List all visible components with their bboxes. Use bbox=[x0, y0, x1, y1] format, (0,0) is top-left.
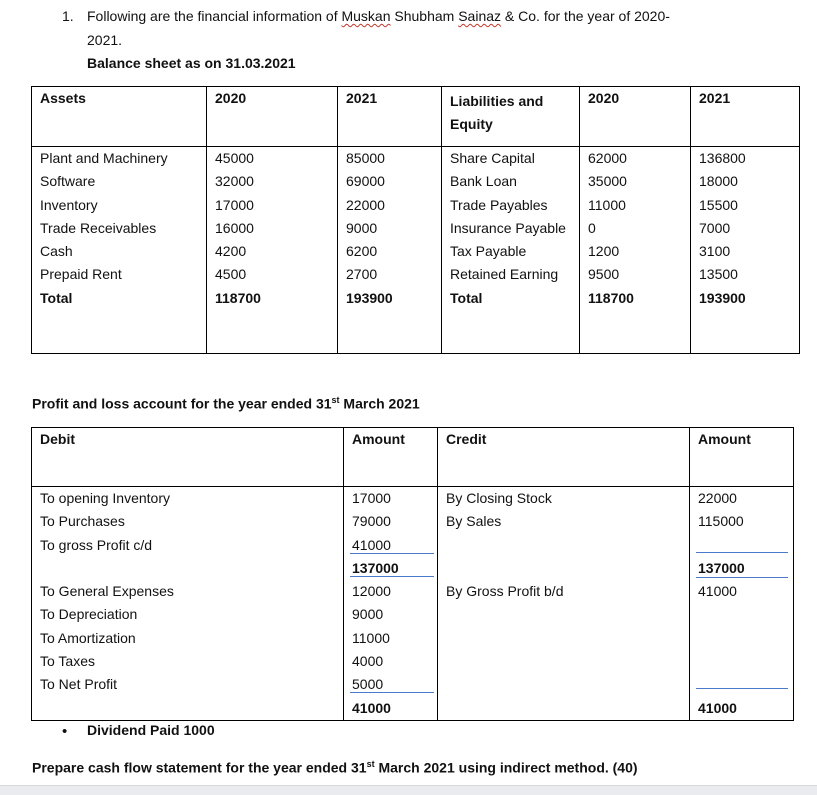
credit-item: By Sales bbox=[446, 513, 502, 530]
asset-value-2020: 32000 bbox=[215, 173, 254, 190]
header-amount-debit: Amount bbox=[344, 428, 438, 487]
asset-name: Plant and Machinery bbox=[40, 150, 168, 166]
question-line-1-post: & Co. for the year of 2020- bbox=[501, 8, 670, 24]
underline-debit-total-2 bbox=[350, 692, 434, 693]
underline-debit-total-1-top bbox=[350, 553, 434, 554]
debit-amount: 79000 bbox=[352, 513, 391, 530]
underline-credit-total-1-top bbox=[696, 552, 788, 553]
debit-column bbox=[32, 487, 344, 721]
pl-title bbox=[32, 395, 420, 412]
asset-name: Cash bbox=[40, 243, 73, 260]
instruction-post: March 2021 using indirect method. (40) bbox=[374, 759, 638, 776]
asset-value-2021: 69000 bbox=[346, 173, 385, 190]
assets-column bbox=[32, 147, 207, 354]
liability-name: Tax Payable bbox=[450, 243, 527, 260]
liability-value-2021: 7000 bbox=[699, 219, 731, 236]
debit-item: To Depreciation bbox=[40, 606, 138, 623]
liability-name: Share Capital bbox=[450, 150, 535, 166]
liability-name: Retained Earning bbox=[450, 266, 559, 283]
asset-value-2021: 85000 bbox=[346, 150, 385, 166]
underline-credit-total-2 bbox=[696, 688, 788, 689]
liability-value-2020: 0 bbox=[588, 219, 596, 236]
spacer bbox=[698, 603, 793, 696]
debit-item: To General Expenses bbox=[40, 583, 174, 600]
debit-amount: 11000 bbox=[352, 629, 390, 646]
pl-header-row bbox=[32, 428, 794, 487]
credit-amount-column bbox=[690, 487, 794, 721]
spacer bbox=[698, 534, 793, 557]
header-liabilities-line-1: Liabilities and bbox=[450, 93, 544, 109]
header-assets-2021: 2021 bbox=[338, 87, 442, 147]
credit-column bbox=[438, 487, 690, 721]
header-debit: Debit bbox=[32, 428, 344, 487]
question-number: 1. bbox=[62, 8, 74, 24]
asset-value-2021: 9000 bbox=[346, 219, 378, 236]
asset-value-2020: 17000 bbox=[215, 196, 254, 213]
debit-item: To Taxes bbox=[40, 653, 95, 670]
underline-credit-total-1-bottom bbox=[696, 577, 788, 578]
liability-value-2021: 136800 bbox=[699, 150, 746, 166]
question-line-2: 2021. bbox=[87, 32, 123, 48]
liability-name: Trade Payables bbox=[450, 196, 548, 213]
dividend-note: Dividend Paid 1000 bbox=[87, 722, 215, 738]
assets-total-label: Total bbox=[40, 289, 73, 306]
header-assets: Assets bbox=[32, 87, 207, 147]
asset-value-2020: 16000 bbox=[215, 219, 254, 236]
instruction-sup: st bbox=[366, 759, 375, 769]
instruction bbox=[32, 759, 638, 776]
assets-2020-column bbox=[207, 147, 338, 354]
asset-value-2021: 22000 bbox=[346, 196, 385, 213]
company-name-mid: Shubham bbox=[390, 8, 459, 24]
pl-body-row bbox=[32, 487, 794, 721]
pl-title-post: March 2021 bbox=[339, 395, 420, 412]
liabilities-total-2021: 193900 bbox=[699, 289, 746, 306]
debit-total-2: 41000 bbox=[352, 699, 391, 716]
asset-name: Prepaid Rent bbox=[40, 266, 122, 283]
liabilities-total-2020: 118700 bbox=[588, 289, 634, 306]
debit-total-1: 137000 bbox=[352, 559, 399, 576]
spacer bbox=[446, 534, 689, 581]
liability-name: Insurance Payable bbox=[450, 219, 566, 236]
debit-amount-column bbox=[344, 487, 438, 721]
asset-value-2020: 4200 bbox=[215, 243, 247, 260]
debit-item: To opening Inventory bbox=[40, 490, 170, 506]
underline-debit-total-1-bottom bbox=[350, 576, 434, 577]
debit-amount: 4000 bbox=[352, 653, 384, 670]
liability-name: Bank Loan bbox=[450, 173, 517, 190]
liability-value-2020: 35000 bbox=[588, 173, 627, 190]
debit-amount: 17000 bbox=[352, 490, 391, 506]
header-liabilities bbox=[442, 87, 580, 147]
asset-value-2021: 6200 bbox=[346, 243, 378, 260]
assets-2021-column bbox=[338, 147, 442, 354]
liability-value-2020: 9500 bbox=[588, 266, 620, 283]
asset-value-2020: 4500 bbox=[215, 266, 247, 283]
credit-total-2: 41000 bbox=[698, 699, 737, 716]
assets-total-2021: 193900 bbox=[346, 289, 393, 306]
pl-table bbox=[31, 427, 794, 721]
header-amount-credit: Amount bbox=[690, 428, 794, 487]
header-assets-2020: 2020 bbox=[207, 87, 338, 147]
asset-name: Trade Receivables bbox=[40, 219, 157, 236]
header-liabilities-line-2: Equity bbox=[450, 116, 493, 132]
credit-item: By Gross Profit b/d bbox=[446, 583, 564, 600]
company-name-word-1: Muskan bbox=[341, 8, 391, 24]
credit-item: By Closing Stock bbox=[446, 490, 552, 506]
debit-item: To Net Profit bbox=[40, 676, 118, 693]
liabilities-column bbox=[442, 147, 580, 354]
asset-value-2020: 45000 bbox=[215, 150, 254, 166]
balance-sheet-header-row bbox=[32, 87, 800, 147]
question-line-1 bbox=[87, 8, 670, 24]
header-liabilities-2020: 2020 bbox=[580, 87, 691, 147]
debit-item: To Amortization bbox=[40, 629, 136, 646]
balance-sheet-body-row bbox=[32, 147, 800, 354]
debit-amount: 5000 bbox=[352, 676, 384, 693]
liabilities-2020-column bbox=[580, 147, 691, 354]
assets-total-2020: 118700 bbox=[215, 289, 261, 306]
asset-value-2021: 2700 bbox=[346, 266, 378, 283]
instruction-pre: Prepare cash flow statement for the year ended 31 bbox=[32, 759, 367, 776]
liability-value-2020: 62000 bbox=[588, 150, 627, 166]
debit-item: To gross Profit c/d bbox=[40, 536, 153, 553]
question-line-1-pre: Following are the financial information of bbox=[87, 8, 342, 24]
balance-sheet-table bbox=[31, 86, 800, 354]
company-name-word-2: Sainaz bbox=[458, 8, 502, 24]
asset-name: Software bbox=[40, 173, 96, 190]
liability-value-2021: 18000 bbox=[699, 173, 738, 190]
debit-amount: 12000 bbox=[352, 583, 391, 600]
liabilities-total-label: Total bbox=[450, 289, 483, 306]
pl-title-pre: Profit and loss account for the year ended 31 bbox=[32, 395, 332, 412]
credit-amount: 22000 bbox=[698, 490, 737, 506]
liability-value-2020: 1200 bbox=[588, 243, 620, 260]
debit-amount: 9000 bbox=[352, 606, 384, 623]
spacer bbox=[40, 557, 343, 580]
header-credit: Credit bbox=[438, 428, 690, 487]
liability-value-2021: 3100 bbox=[699, 243, 731, 260]
balance-sheet-title: Balance sheet as on 31.03.2021 bbox=[87, 55, 296, 71]
liability-value-2021: 13500 bbox=[699, 266, 738, 283]
debit-amount: 41000 bbox=[352, 536, 391, 553]
liabilities-2021-column bbox=[691, 147, 800, 354]
liability-value-2021: 15500 bbox=[699, 196, 738, 213]
debit-item: To Purchases bbox=[40, 513, 125, 530]
credit-amount: 115000 bbox=[698, 513, 744, 530]
bullet-icon: • bbox=[62, 723, 68, 740]
header-liabilities-2021: 2021 bbox=[691, 87, 800, 147]
asset-name: Inventory bbox=[40, 196, 98, 213]
credit-amount: 41000 bbox=[698, 583, 737, 600]
liability-value-2020: 11000 bbox=[588, 196, 626, 213]
pl-title-sup: st bbox=[331, 395, 340, 405]
credit-total-1: 137000 bbox=[698, 559, 745, 576]
